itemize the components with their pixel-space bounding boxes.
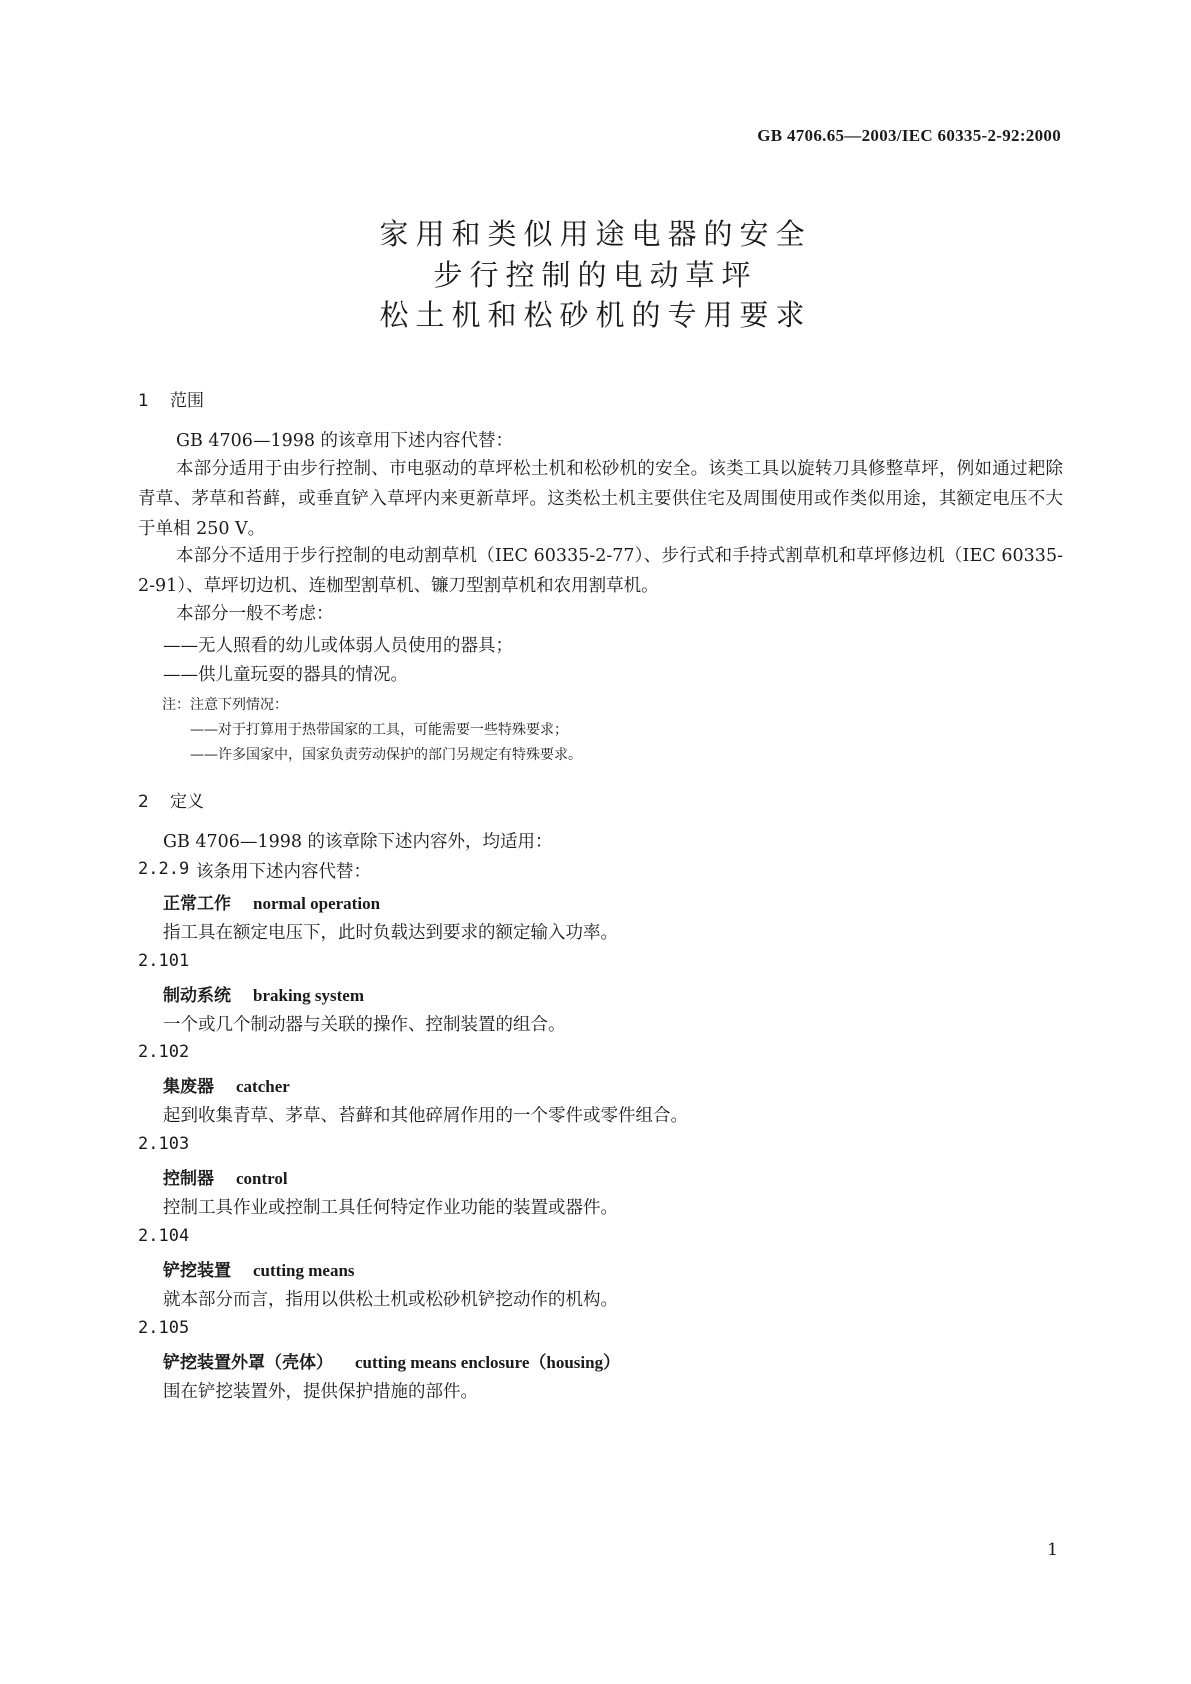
term bbox=[163, 1348, 620, 1373]
term-zh: 集废器 bbox=[163, 1077, 214, 1097]
dash-item: ——供儿童玩耍的器具的情况。 bbox=[163, 665, 408, 685]
definition: 控制工具作业或控制工具任何特定作业功能的装置或器件。 bbox=[163, 1198, 618, 1218]
definition: 起到收集青草、茅草、苔藓和其他碎屑作用的一个零件或零件组合。 bbox=[163, 1106, 688, 1126]
clause-number: 2.101 bbox=[138, 951, 190, 971]
clause-number: 2.104 bbox=[138, 1226, 190, 1246]
page-number: 1 bbox=[1047, 1540, 1058, 1560]
clause-number: 2.2.9 bbox=[138, 859, 190, 879]
paragraph: GB 4706—1998 的该章除下述内容外，均适用： bbox=[163, 832, 553, 852]
note-label: 注：注意下列情况： bbox=[162, 697, 288, 713]
clause-number: 2.105 bbox=[138, 1318, 190, 1338]
term-en: control bbox=[236, 1169, 288, 1188]
paragraph: 本部分不适用于步行控制的电动割草机（IEC 60335-2-77）、步行式和手持式割草机和草坪修边机（IEC 60335-2-91）、草坪切边机、连枷型割草机、镰刀型割草机和农用割草机。 bbox=[138, 546, 1063, 596]
standard-code: GB 4706.65—2003/IEC 60335-2-92:2000 bbox=[757, 126, 1061, 145]
clause-number: 2.103 bbox=[138, 1134, 190, 1154]
clause-text: 该条用下述内容代替： bbox=[196, 862, 371, 882]
title-line-3: 松土机和松砂机的专用要求 bbox=[379, 298, 812, 332]
definition: 一个或几个制动器与关联的操作、控制装置的组合。 bbox=[163, 1015, 566, 1035]
term-zh: 控制器 bbox=[163, 1169, 214, 1189]
section-title: 范围 bbox=[170, 391, 204, 411]
definition: 围在铲挖装置外，提供保护措施的部件。 bbox=[163, 1382, 478, 1402]
paragraph: 本部分适用于由步行控制、市电驱动的草坪松土机和松砂机的安全。该类工具以旋转刀具修整草坪，例如通过耙除青草、茅草和苔藓，或垂直铲入草坪内来更新草坪。这类松土机主要供住宅及周围使用或作类似用途，其额定电压不大于单相 250 V。 bbox=[138, 459, 1063, 539]
paragraph: GB 4706—1998 的该章用下述内容代替： bbox=[176, 431, 514, 451]
section-number: 1 bbox=[138, 391, 149, 411]
dash-item: ——无人照看的幼儿或体弱人员使用的器具； bbox=[163, 636, 513, 656]
term bbox=[163, 1072, 290, 1097]
term bbox=[163, 889, 380, 914]
section-title: 定义 bbox=[170, 792, 204, 812]
section-1-heading bbox=[138, 386, 204, 411]
term bbox=[163, 981, 364, 1006]
term-zh: 制动系统 bbox=[163, 986, 231, 1006]
definition: 就本部分而言，指用以供松土机或松砂机铲挖动作的机构。 bbox=[163, 1290, 618, 1310]
term bbox=[163, 1164, 288, 1189]
term-zh: 正常工作 bbox=[163, 894, 231, 914]
term-zh: 铲挖装置 bbox=[163, 1261, 231, 1281]
section-2-heading bbox=[138, 787, 204, 812]
term-en: normal operation bbox=[253, 894, 381, 913]
term-en: cutting means bbox=[253, 1261, 355, 1280]
term-en: catcher bbox=[236, 1077, 290, 1096]
term-en: cutting means enclosure（housing） bbox=[355, 1353, 621, 1372]
paragraph: 本部分一般不考虑： bbox=[176, 604, 334, 624]
section-number: 2 bbox=[138, 792, 149, 812]
clause-number: 2.102 bbox=[138, 1042, 190, 1062]
note-item: ——对于打算用于热带国家的工具，可能需要一些特殊要求； bbox=[190, 722, 568, 738]
title-line-2: 步行控制的电动草坪 bbox=[433, 258, 758, 292]
definition: 指工具在额定电压下，此时负载达到要求的额定输入功率。 bbox=[163, 923, 618, 943]
title-line-1: 家用和类似用途电器的安全 bbox=[379, 217, 812, 251]
term bbox=[163, 1256, 355, 1281]
term-zh: 铲挖装置外罩（壳体） bbox=[163, 1353, 333, 1373]
note-item: ——许多国家中，国家负责劳动保护的部门另规定有特殊要求。 bbox=[190, 747, 582, 763]
term-en: braking system bbox=[253, 986, 364, 1005]
